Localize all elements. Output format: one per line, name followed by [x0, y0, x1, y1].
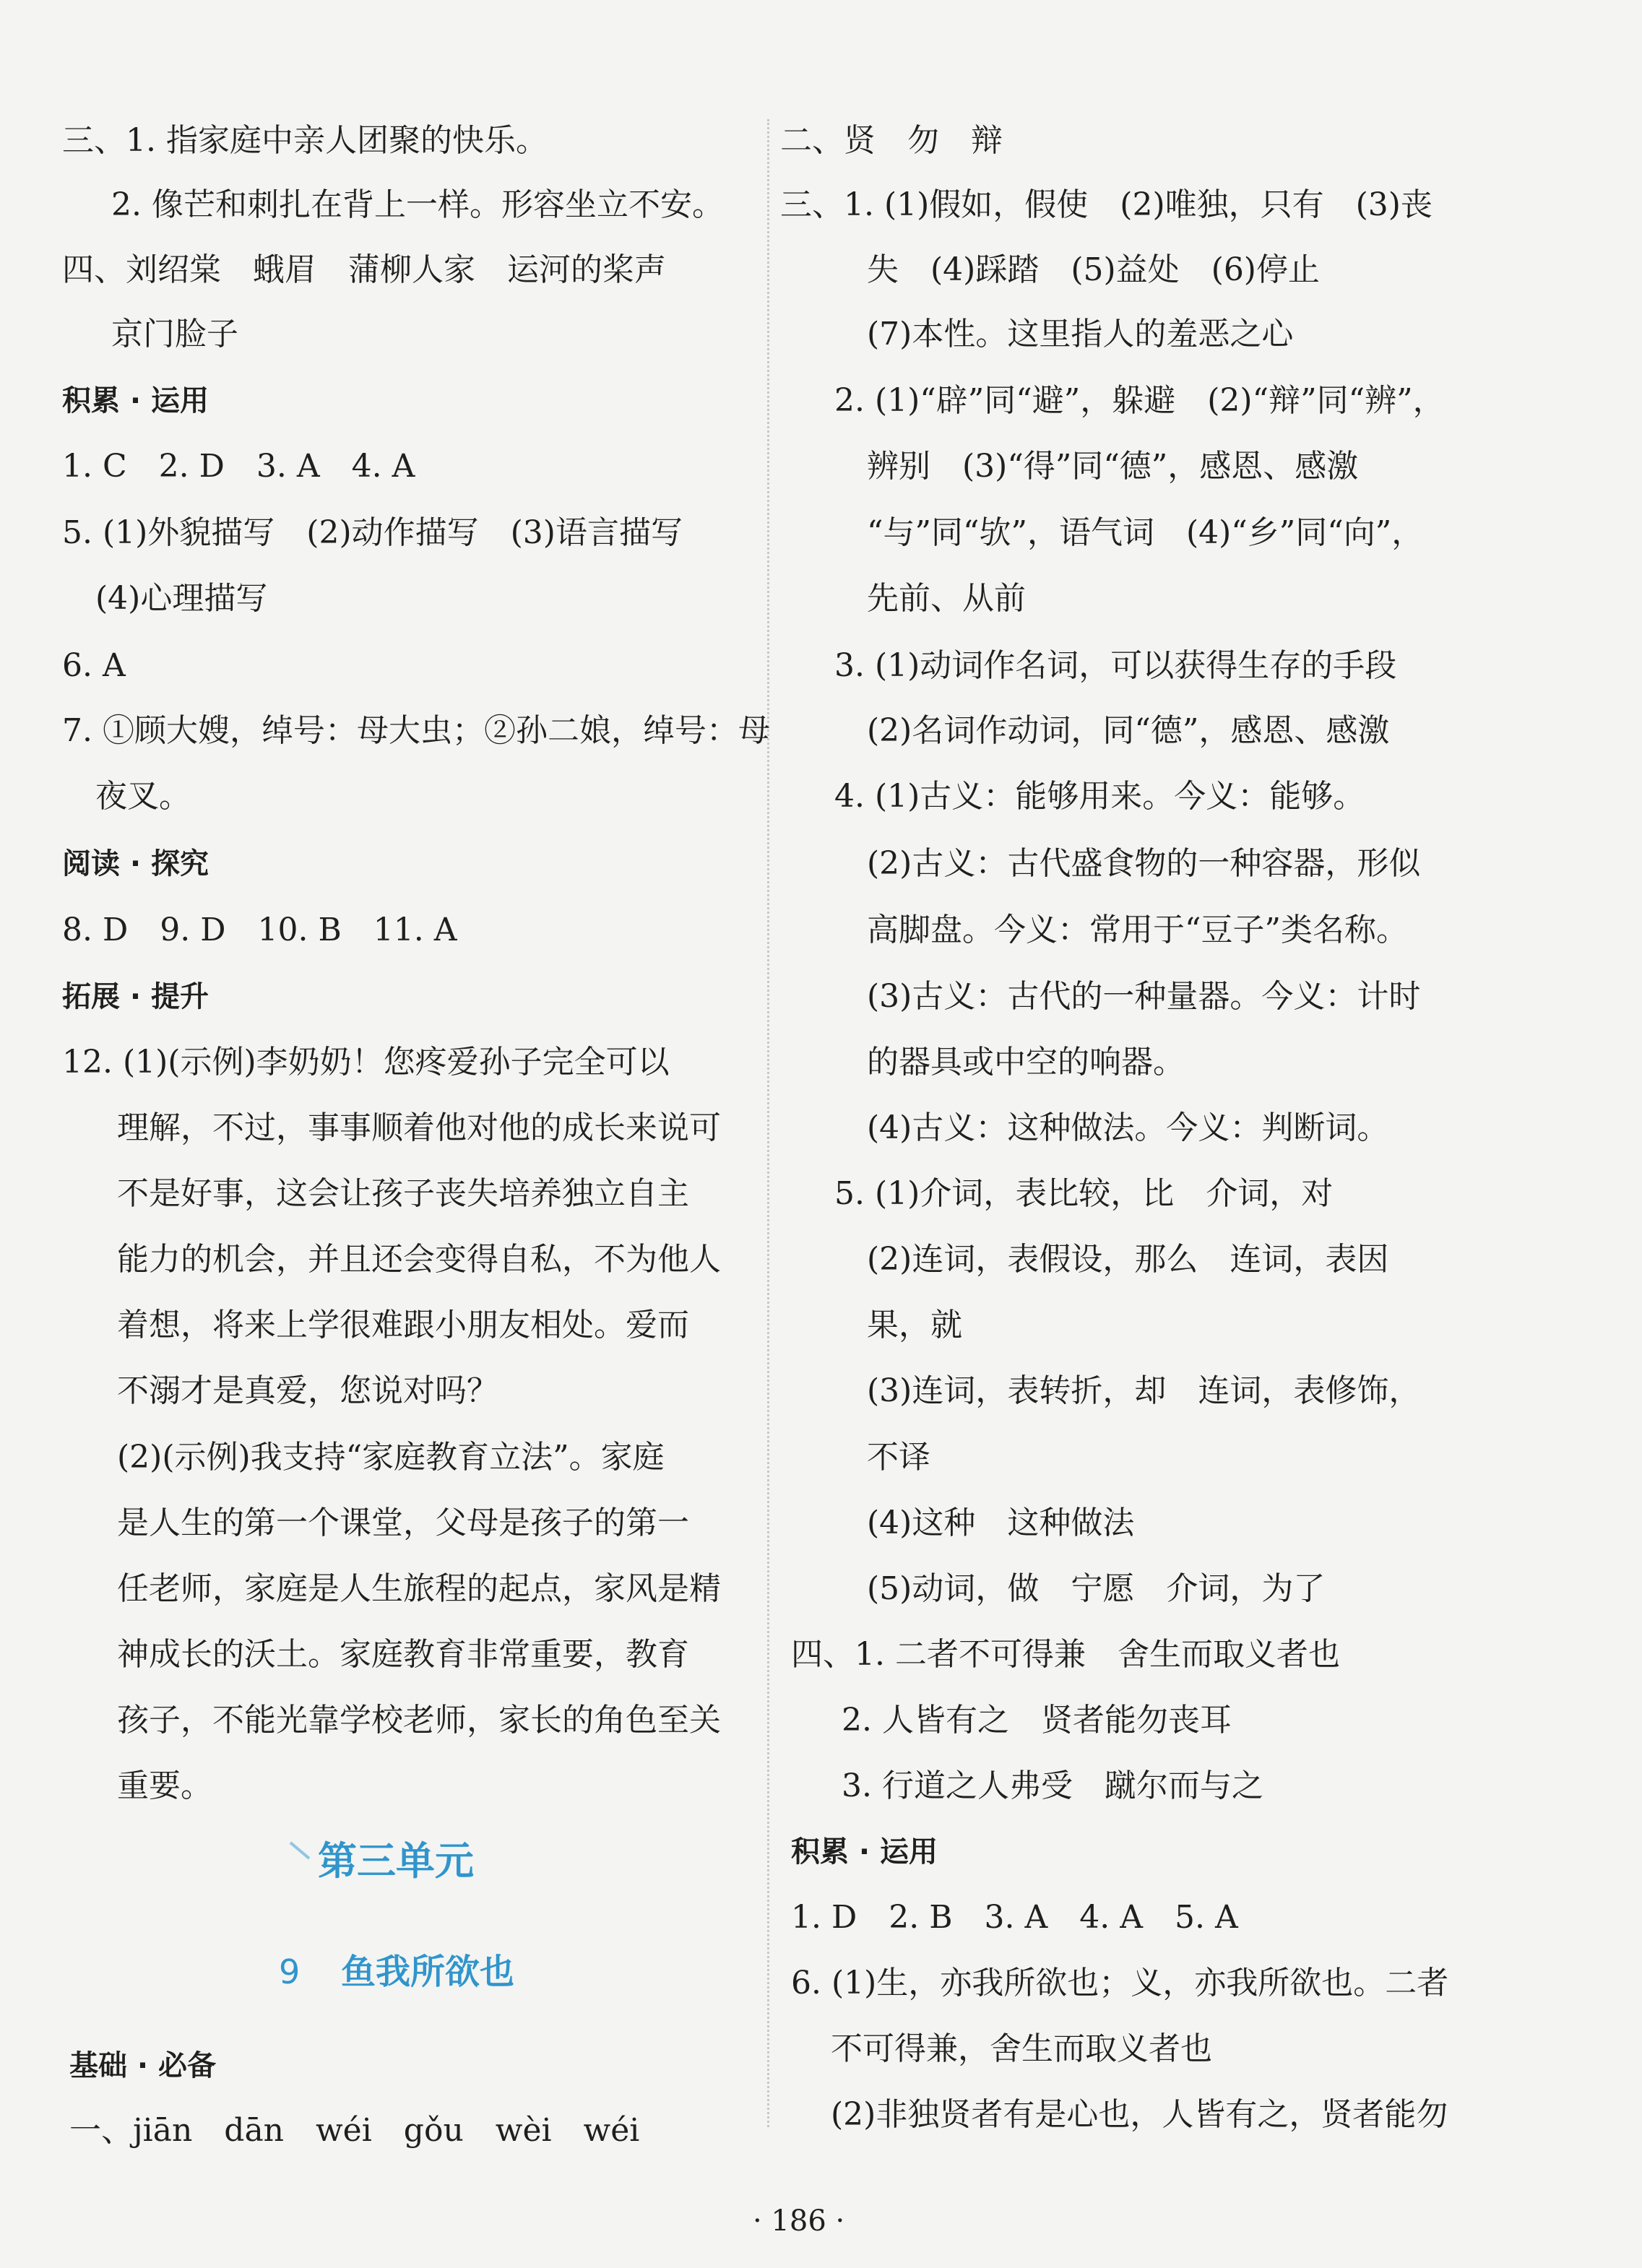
unit-title-mark: [290, 1842, 311, 1860]
answer-line: 的器具或中空的响器。: [867, 1044, 1185, 1081]
answer-line: (2)名词作动词，同“德”，感恩、感激: [867, 712, 1390, 749]
answer-line: 四、1. 二者不可得兼 舍生而取义者也: [791, 1636, 1340, 1673]
answer-line: 不译: [867, 1439, 930, 1476]
section-heading: 阅读 · 探究: [62, 847, 209, 880]
answer-line: 不是好事，这会让孩子丧失培养独立自主: [117, 1175, 689, 1212]
answer-line: 6. (1)生，亦我所欲也；义，亦我所欲也。二者: [791, 1965, 1449, 2001]
answer-line: (4)古义：这种做法。今义：判断词。: [867, 1109, 1389, 1146]
answer-line: 4. (1)古义：能够用来。今义：能够。: [834, 778, 1365, 815]
answer-line: 三、1. (1)假如，假使 (2)唯独，只有 (3)丧: [780, 186, 1433, 223]
answer-line: 12. (1)(示例)李奶奶！您疼爱孙子完全可以: [62, 1044, 670, 1081]
answer-line: 任老师，家庭是人生旅程的起点，家风是精: [117, 1570, 721, 1607]
lesson-number: 9: [279, 1952, 301, 1991]
answer-line: 7. ①顾大嫂，绰号：母大虫；②孙二娘，绰号：母: [62, 712, 770, 749]
answer-line: (2)(示例)我支持“家庭教育立法”。家庭: [117, 1439, 665, 1476]
answer-line: (3)连词，表转折，却 连词，表修饰，: [867, 1372, 1421, 1409]
answer-line: 高脚盘。今义：常用于“豆子”类名称。: [867, 912, 1408, 948]
answer-line: 二、贤 勿 辩: [780, 122, 1003, 159]
answer-line: (2)古义：古代盛食物的一种容器，形似: [867, 845, 1421, 882]
answer-line: 先前、从前: [867, 580, 1026, 617]
answer-line: 三、1. 指家庭中亲人团聚的快乐。: [62, 122, 548, 159]
unit-title: 第三单元: [318, 1838, 474, 1884]
answer-line: (4)这种 这种做法: [867, 1505, 1135, 1541]
section-heading: 积累 · 运用: [62, 384, 209, 417]
answer-line: 着想，将来上学很难跟小朋友相处。爱而: [117, 1307, 689, 1343]
answer-line: 5. (1)外貌描写 (2)动作描写 (3)语言描写: [62, 514, 683, 551]
section-heading: 拓展 · 提升: [62, 980, 209, 1013]
answer-line: 不可得兼，舍生而取义者也: [831, 2030, 1212, 2067]
answer-line: 2. 人皆有之 贤者能勿丧耳: [842, 1702, 1232, 1739]
answer-line: 2. 像芒和刺扎在背上一样。形容坐立不安。: [111, 186, 724, 223]
answer-line: 理解，不过，事事顺着他对他的成长来说可: [117, 1109, 721, 1146]
answer-line: 孩子，不能光靠学校老师，家长的角色至关: [117, 1702, 721, 1739]
answer-line: 2. (1)“辟”同“避”，躲避 (2)“辩”同“辨”，: [834, 382, 1445, 419]
answer-line: 京门脸子: [111, 316, 238, 352]
pinyin-line: 一、jiān dān wéi gǒu wèi wéi: [69, 2112, 640, 2149]
column-divider: [767, 119, 769, 2127]
page-number: · 186 ·: [753, 2204, 845, 2238]
answer-line: 辨别 (3)“得”同“德”，感恩、感激: [867, 448, 1359, 485]
answer-line: (2)非独贤者有是心也，人皆有之，贤者能勿: [831, 2096, 1448, 2133]
answer-line: (3)古义：古代的一种量器。今义：计时: [867, 978, 1421, 1015]
answer-line: 3. 行道之人弗受 蹴尔而与之: [842, 1767, 1263, 1804]
answer-line: 不溺才是真爱，您说对吗？: [117, 1372, 498, 1409]
answer-line: 5. (1)介词，表比较，比 介词，对: [834, 1175, 1334, 1212]
answer-line: 能力的机会，并且还会变得自私，不为他人: [117, 1241, 721, 1278]
answer-line: (7)本性。这里指人的羞恶之心: [867, 316, 1294, 352]
answer-line: 夜叉。: [95, 778, 191, 815]
answer-line: 6. A: [62, 647, 126, 684]
answer-line: 重要。: [117, 1767, 212, 1804]
answer-line: 8. D 9. D 10. B 11. A: [62, 912, 457, 948]
answer-line: “与”同“欤”，语气词 (4)“乡”同“向”，: [867, 514, 1424, 551]
answer-line: 1. C 2. D 3. A 4. A: [62, 448, 415, 485]
answer-line: 果，就: [867, 1307, 962, 1343]
answer-line: (5)动词，做 宁愿 介词，为了: [867, 1570, 1326, 1607]
lesson-title: 鱼我所欲也: [341, 1952, 515, 1992]
answer-line: 1. D 2. B 3. A 4. A 5. A: [791, 1899, 1238, 1936]
section-heading: 积累 · 运用: [791, 1835, 938, 1869]
answer-line: 3. (1)动词作名词，可以获得生存的手段: [834, 647, 1397, 684]
answer-line: 是人生的第一个课堂，父母是孩子的第一: [117, 1505, 689, 1541]
answer-line: (4)心理描写: [95, 580, 268, 617]
answer-line: 失 (4)踩踏 (5)益处 (6)停止: [867, 251, 1320, 288]
answer-line: 神成长的沃土。家庭教育非常重要，教育: [117, 1636, 689, 1673]
section-heading: 基础 · 必备: [69, 2049, 217, 2082]
answer-line: 四、刘绍棠 蛾眉 蒲柳人家 运河的桨声: [62, 251, 666, 288]
answer-line: (2)连词，表假设，那么 连词，表因: [867, 1241, 1389, 1278]
